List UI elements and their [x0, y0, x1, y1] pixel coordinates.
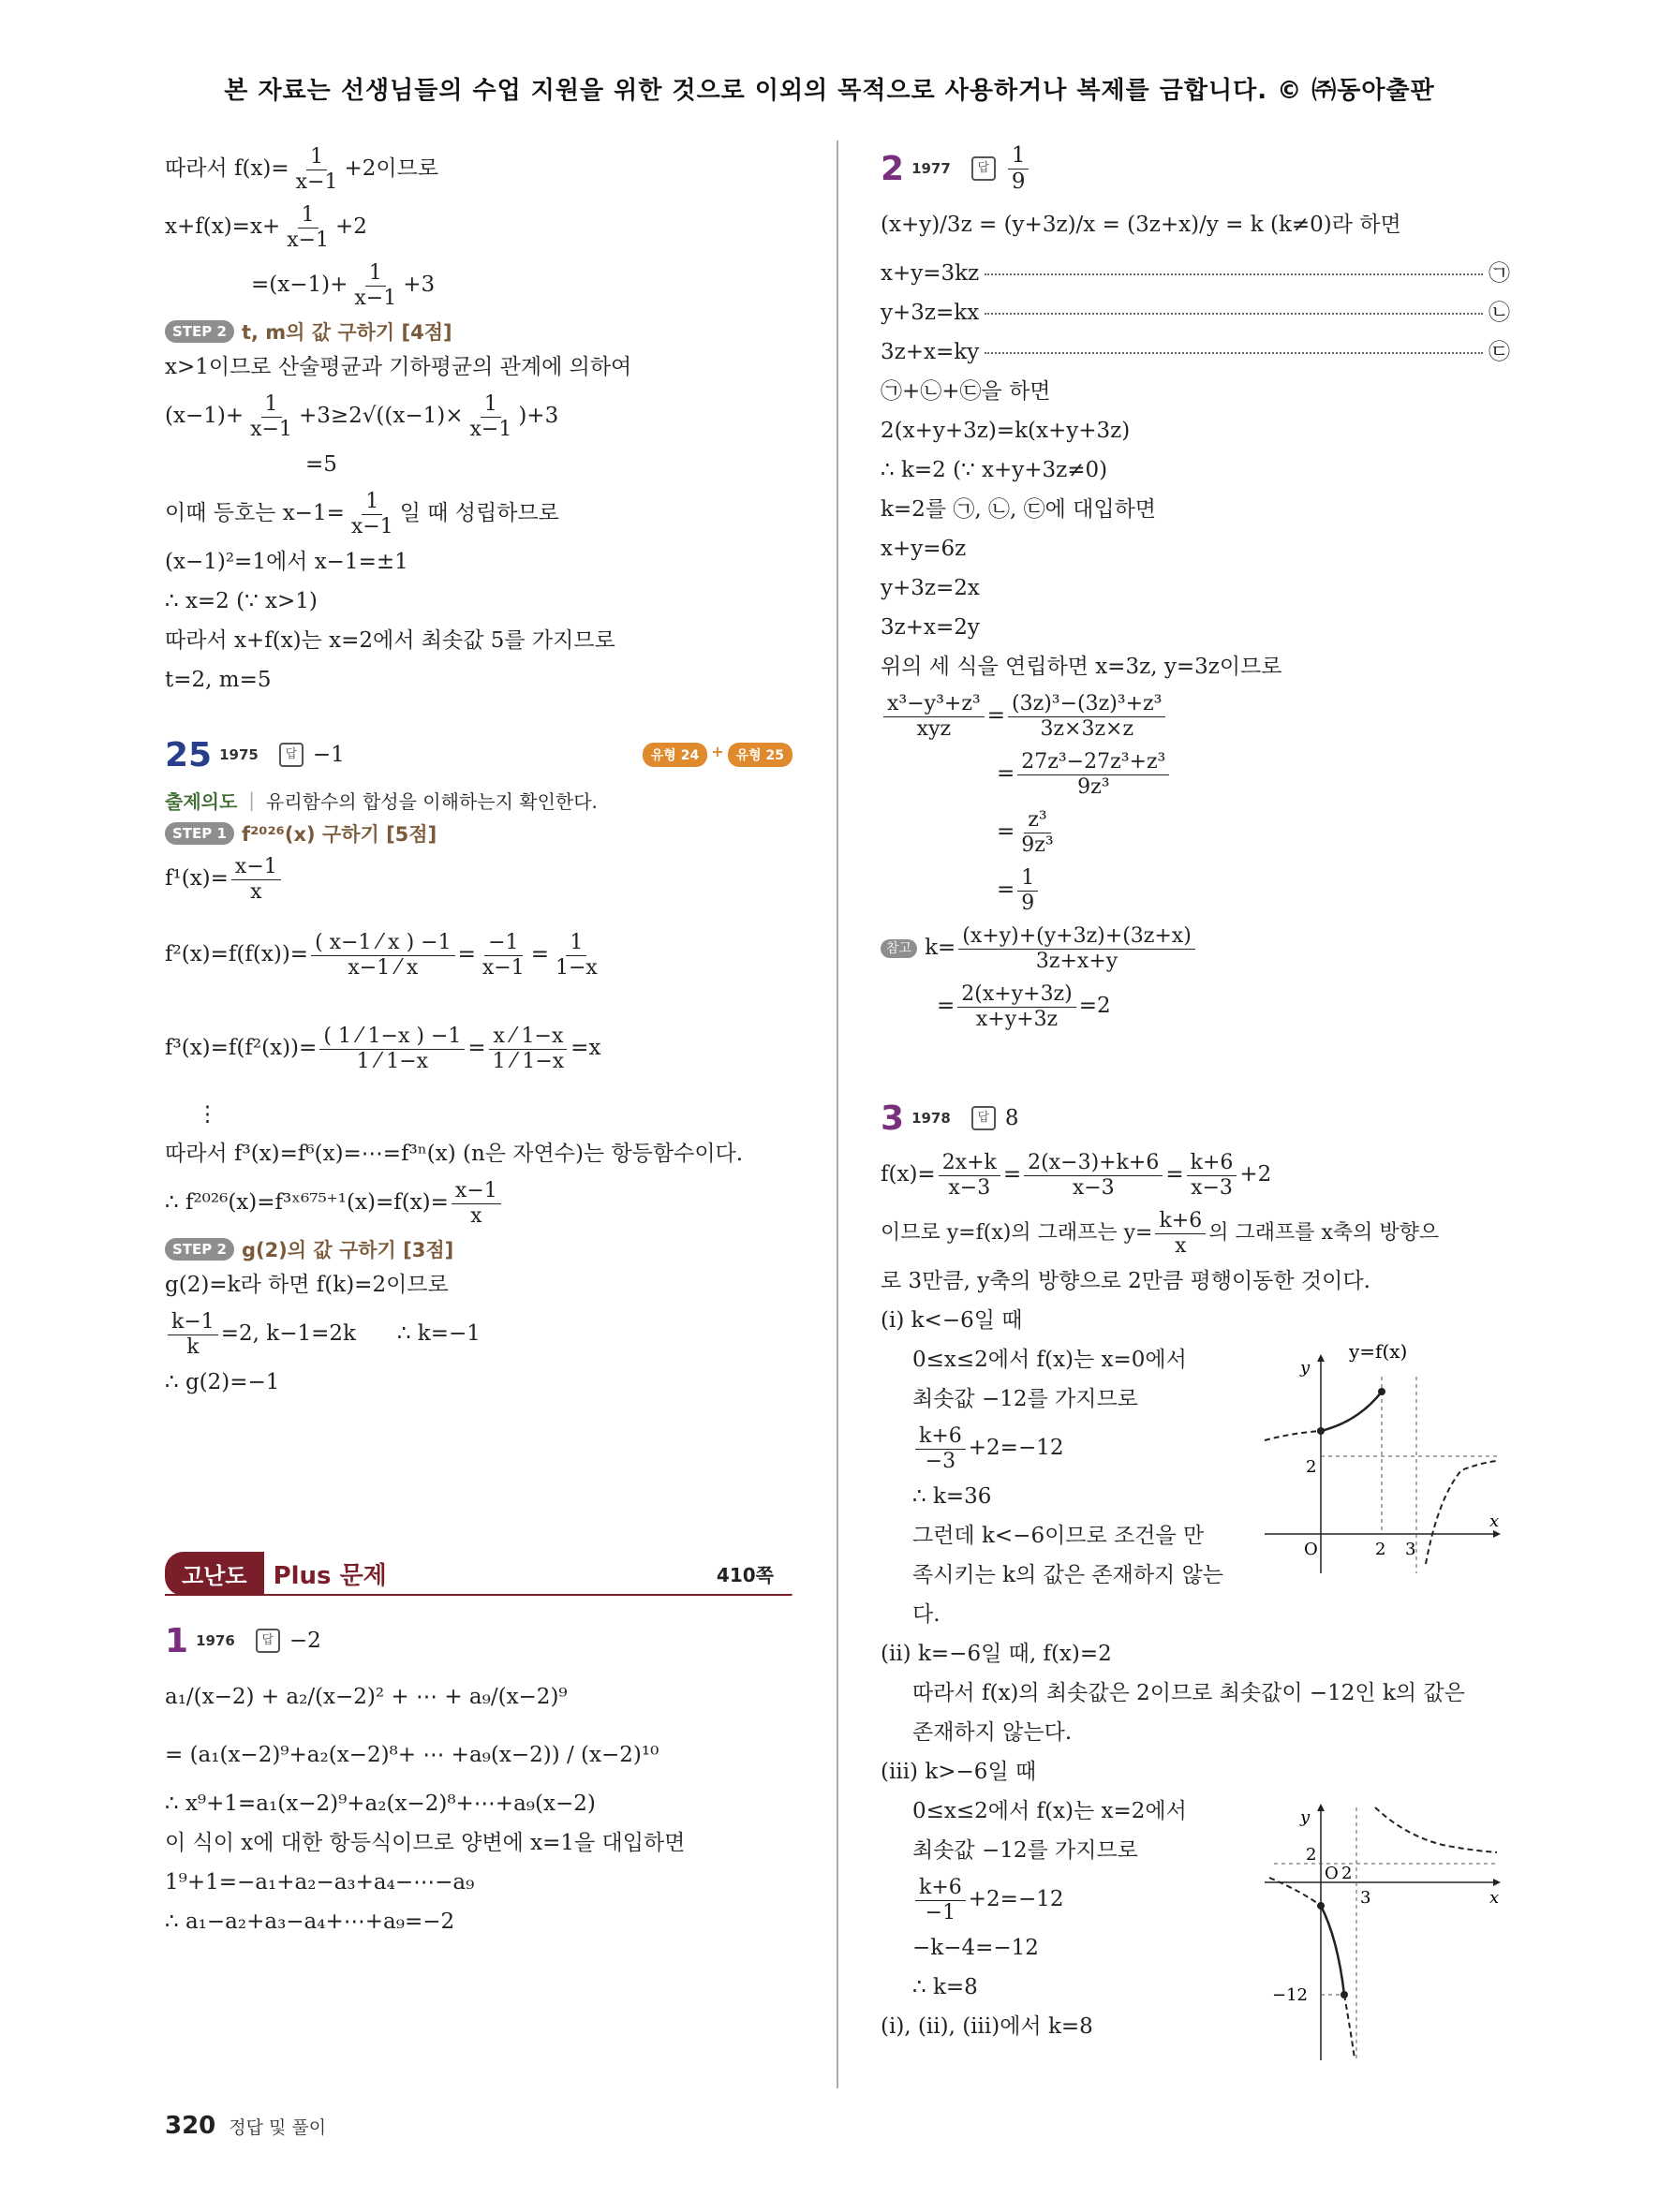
question-id: 1977	[911, 160, 951, 177]
x-arrow-icon	[1493, 1879, 1501, 1886]
line: ∴ x⁹+1=a₁(x−2)⁹+a₂(x−2)⁸+⋯+a₉(x−2)	[165, 1792, 596, 1817]
line: 따라서 f(x)의 최솟값은 2이므로 최솟값이 −12인 k의 값은	[912, 1681, 1465, 1706]
question-id: 1978	[911, 1110, 951, 1127]
origin-label: O	[1325, 1864, 1339, 1883]
line: y+3z=2x	[881, 576, 980, 601]
point-0	[1317, 1427, 1325, 1435]
line: t=2, m=5	[165, 668, 272, 693]
line: −k−4=−12	[912, 1936, 1039, 1961]
line: f³(x)=f(f²(x))= $\frac{( 1 ⁄ 1-x ) -1}{1 ⁄ 1-x}$ = $\frac{x ⁄ 1-x}{1 ⁄ 1-x}$ =x	[165, 1025, 601, 1073]
curve-segment	[1321, 1906, 1344, 1995]
x-arrow-icon	[1493, 1530, 1501, 1538]
case-2-heading: (ⅱ) k=−6일 때, f(x)=2	[881, 1642, 1112, 1667]
step1-heading: STEP 1 f²⁰²⁶(x) 구하기 [5점]	[165, 817, 792, 850]
line: = $\frac{\text{27z³−27z³+z³}}{\text{9z³}}$	[881, 745, 1510, 804]
question-number: 2	[881, 149, 905, 188]
y-label: y	[1300, 1807, 1311, 1827]
line: 3z+x=2y	[881, 615, 980, 641]
answer: 8	[1004, 1106, 1019, 1130]
note-line: 참고 k= $\frac{(x+y)+(y+3z)+(3z+x)}{3z+x+y}$	[881, 920, 1510, 978]
x-label: x	[1489, 1512, 1500, 1531]
graph-case-3	[1255, 1789, 1518, 2070]
line: x+f(x)=x+ $\frac{1}{x-1}$ +2	[165, 203, 367, 252]
line: f(x)= $\frac{2x+k}{x-3}$ = $\frac{2(x-3)+k+6}{x-3}$ = $\frac{k+6}{x-3}$ +2	[881, 1151, 1272, 1200]
line: ∴ g(2)=−1	[165, 1370, 280, 1395]
origin-label: O	[1304, 1540, 1318, 1559]
line: $\frac{k-1}{k}$ =2, k−1=2k ∴ k=−1	[165, 1305, 792, 1364]
footer-label: 정답 및 풀이	[229, 2116, 327, 2138]
y-arrow-icon	[1317, 1804, 1325, 1811]
column-divider	[837, 140, 838, 2088]
line: = $\frac{\text{z³}}{\text{9z³}}$	[997, 808, 1054, 857]
left-column	[165, 140, 792, 1942]
question-number: 3	[881, 1099, 905, 1138]
answer: −2	[289, 1629, 321, 1653]
point-0	[1317, 1902, 1325, 1910]
graph-case-1	[1255, 1339, 1518, 1583]
line: f¹(x)= $\frac{x-1}{x}$	[165, 850, 792, 908]
note-line: = $\frac{2(x+y+3z)}{x+y+3z}$ =2	[937, 982, 1111, 1031]
page-number: 320	[165, 2112, 216, 2140]
line: k=2를 ㉠, ㉡, ㉢에 대입하면	[881, 497, 1157, 523]
line: = $\frac{1}{9}$	[881, 862, 1510, 920]
right-column	[881, 140, 1510, 2047]
line: =5	[305, 452, 337, 478]
line: ∴ a₁−a₂+a₃−a₄+⋯+a₉=−2	[165, 1910, 455, 1935]
tick-x1: 2	[1375, 1540, 1386, 1559]
question-1-header	[165, 1613, 792, 1669]
line: (x+y)/3z = (y+3z)/x = (3z+x)/y = k (k≠0)라 하면	[881, 213, 1401, 238]
case-3-heading: (ⅲ) k>−6일 때	[881, 1760, 1037, 1785]
line: 0≤x≤2에서 f(x)는 x=0에서	[912, 1348, 1187, 1373]
tick-y: 2	[1306, 1457, 1317, 1477]
line: 따라서 f³(x)=f⁶(x)=⋯=f³ⁿ(x) (n은 자연수)는 항등함수이다.	[165, 1142, 744, 1167]
answer-icon: 답	[971, 156, 996, 181]
tick-y: 2	[1306, 1845, 1317, 1865]
line: a₁/(x−2) + a₂/(x−2)² + ⋯ + a₉/(x−2)⁹	[165, 1685, 568, 1710]
line: 1⁹+1=−a₁+a₂−a₃+a₄−⋯−a₉	[165, 1870, 475, 1895]
line: =(x−1)+ $\frac{1}{x-1}$ +3	[251, 261, 436, 310]
point-2	[1378, 1388, 1385, 1395]
line: 그런데 k<−6이므로 조건을 만	[912, 1524, 1205, 1549]
line: ∴ x=2 (∵ x>1)	[165, 589, 318, 614]
line: 족시키는 k의 값은 존재하지 않는	[912, 1563, 1224, 1588]
question-number: 25	[165, 735, 213, 774]
line: ㉠+㉡+㉢을 하면	[881, 379, 1051, 405]
line: 최솟값 −12를 가지므로	[912, 1387, 1138, 1412]
line: $\frac{k+6}{-1}$ +2=−12	[881, 1871, 1510, 1929]
equation-3: 3z+x=ky ㉢	[881, 340, 1510, 365]
line: f²(x)=f(f(x))= $\frac{( x-1 ⁄ x ) -1}{x-1 ⁄ x}$ = $\frac{-1}{x-1}$ = $\frac{1}{1-x}$	[165, 931, 598, 980]
line: 이므로 y=f(x)의 그래프는 y= $\frac{k+6}{x}$ 의 그래프를 x축의 방향으	[881, 1209, 1440, 1258]
line: 따라서 x+f(x)는 x=2에서 최솟값 5를 가지므로	[165, 628, 615, 654]
line: 다.	[912, 1602, 941, 1628]
tick-x2: 3	[1405, 1540, 1416, 1559]
equation-2: y+3z=kx ㉡	[881, 301, 1510, 326]
tick-x1: 2	[1341, 1864, 1353, 1883]
line: x>1이므로 산술평균과 기하평균의 관계에 의하여	[165, 355, 632, 380]
line: $\frac{k+6}{-3}$ +2=−12	[881, 1420, 1510, 1478]
line: $\frac{\text{x³−y³+z³}}{\text{xyz}}$ = $\frac{\text{(3z)³−(3z)³+z³}}{3z\times 3z\times z}$	[881, 687, 1510, 745]
curve-segment	[1321, 1392, 1382, 1431]
line: 이때 등호는 x−1= $\frac{1}{x-1}$ 일 때 성립하므로	[165, 490, 559, 538]
question-id: 1976	[196, 1632, 235, 1649]
answer: $\frac{1}{9}$	[1008, 143, 1029, 194]
line: g(2)=k라 하면 f(k)=2이므로	[165, 1273, 449, 1298]
step2-heading: STEP 2 g(2)의 값 구하기 [3점]	[165, 1232, 792, 1266]
plus-banner: 고난도 Plus 문제 410쪽	[165, 1553, 792, 1594]
y-arrow-icon	[1317, 1354, 1325, 1362]
graph-title: y=f(x)	[1349, 1340, 1408, 1363]
question-2-header	[881, 140, 1510, 197]
line: (x−1)+ $\frac{1}{x-1}$ +3≥2√((x−1)× $\frac{1}{x-1}$ )+3	[165, 392, 559, 441]
line: 최솟값 −12를 가지므로	[912, 1838, 1138, 1864]
answer-icon: 답	[256, 1629, 280, 1653]
curve-right	[1426, 1461, 1500, 1564]
y-label: y	[1300, 1358, 1311, 1378]
tick-yneg: −12	[1272, 1985, 1308, 2005]
line: (ⅰ), (ⅱ), (ⅲ)에서 k=8	[881, 2014, 1093, 2040]
line: (x−1)²=1에서 x−1=±1	[165, 550, 408, 575]
line: ∴ k=8	[912, 1975, 978, 2000]
question-id: 1975	[219, 746, 259, 763]
curve-left-tail	[1344, 1995, 1355, 2058]
step2-heading: STEP 2 t, m의 값 구하기 [4점]	[165, 315, 792, 348]
intent: 출제의도 | 유리함수의 합성을 이해하는지 확인한다.	[165, 789, 598, 813]
line: 존재하지 않는다.	[912, 1720, 1073, 1746]
tick-x2: 3	[1360, 1888, 1371, 1908]
line: 로 3만큼, y축의 방향으로 2만큼 평행이동한 것이다.	[881, 1269, 1370, 1294]
answer-icon: 답	[971, 1106, 996, 1130]
page-footer	[165, 2112, 326, 2140]
vdots: ⋮	[197, 1102, 218, 1128]
line: ∴ k=36	[912, 1484, 992, 1510]
x-label: x	[1489, 1888, 1500, 1908]
line: 2(x+y+3z)=k(x+y+3z)	[881, 419, 1131, 444]
equation-1: x+y=3kz ㉠	[881, 261, 1510, 287]
line: 위의 세 식을 연립하면 x=3z, y=3z이므로	[881, 655, 1282, 680]
point-2	[1341, 1991, 1348, 1998]
answer-icon: 답	[279, 743, 304, 767]
curve-right	[1375, 1807, 1497, 1852]
question-3-header	[881, 1090, 1510, 1146]
line: x+y=6z	[881, 537, 967, 562]
answer: −1	[312, 743, 345, 767]
question-25-header	[165, 727, 792, 783]
line: = (a₁(x−2)⁹+a₂(x−2)⁸+ ⋯ +a₉(x−2)) / (x−2)¹⁰	[165, 1743, 659, 1768]
copyright-notice: 본 자료는 선생님들의 수업 지원을 위한 것으로 이외의 목적으로 사용하거나 복제를 금합니다. © ㈜동아출판	[224, 77, 1435, 105]
type-tags: 유형 24 + 유형 25	[643, 743, 792, 767]
line: ∴ k=2 (∵ x+y+3z≠0)	[881, 458, 1108, 483]
line: ∴ f²⁰²⁶(x)=f³ˣ⁶⁷⁵⁺¹(x)=f(x)= $\frac{x-1}{x}$	[165, 1174, 792, 1232]
question-number: 1	[165, 1621, 189, 1660]
line: 따라서 f(x)= $\frac{1}{x-1}$ +2이므로	[165, 145, 439, 194]
line: 0≤x≤2에서 f(x)는 x=2에서	[912, 1799, 1187, 1824]
case-1-heading: (ⅰ) k<−6일 때	[881, 1308, 1023, 1334]
line: 이 식이 x에 대한 항등식이므로 양변에 x=1을 대입하면	[165, 1831, 686, 1856]
